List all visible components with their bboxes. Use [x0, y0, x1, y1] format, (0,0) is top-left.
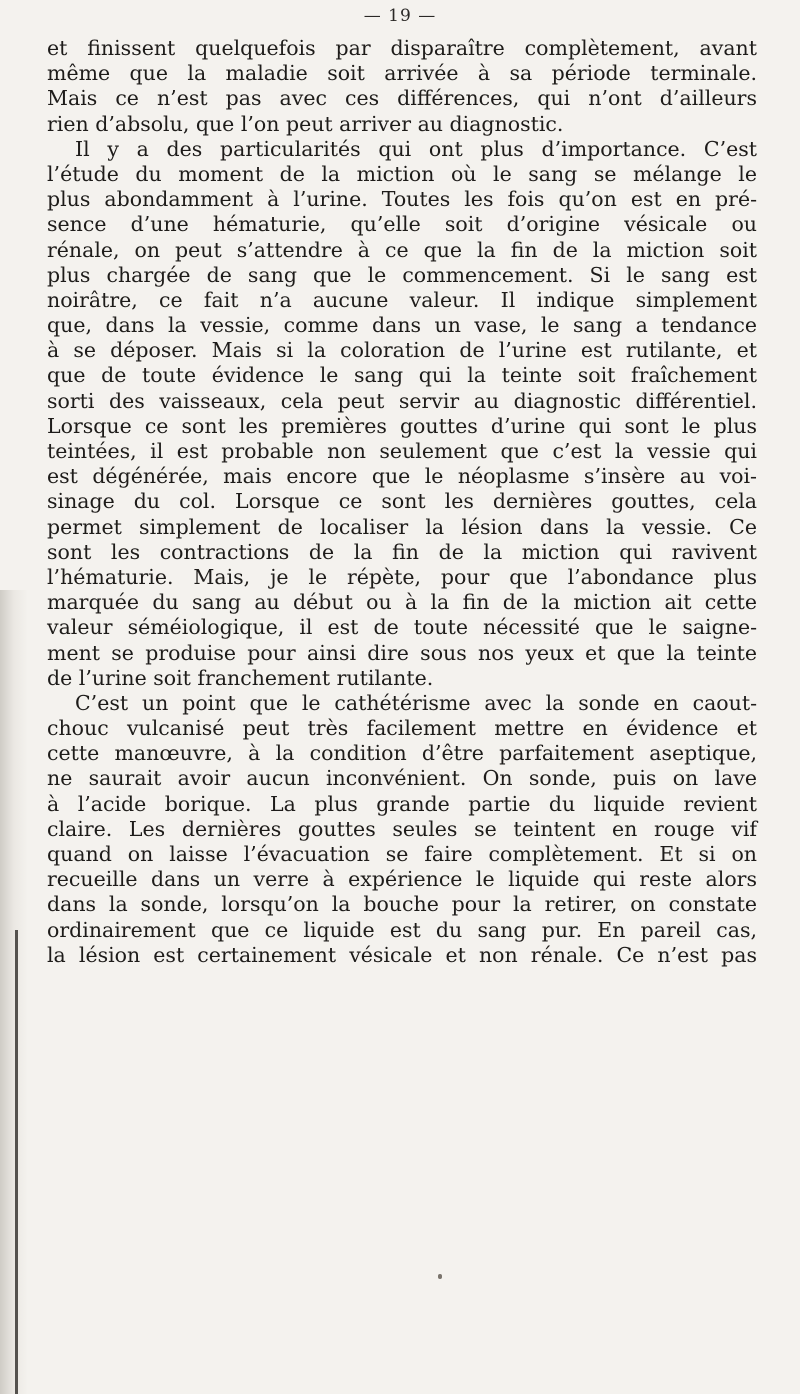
text-line: à se déposer. Mais si la coloration de l’urine est rutilante, et [47, 338, 757, 363]
paragraph-start-line: C’est un point que le cathétérisme avec la sonde en caout- [75, 690, 757, 715]
text-line: l’hématurie. Mais, je le répète, pour que l’abondance plus [47, 564, 757, 589]
text-line: que de toute évidence le sang qui la teinte soit fraîchement [47, 363, 757, 388]
text-line: rénale, on peut s’attendre à ce que la fin de la miction soit [47, 237, 757, 262]
text-line: marquée du sang au début ou à la fin de la miction ait cette [47, 590, 757, 615]
text-line: ment se produise pour ainsi dire sous nos yeux et que la teinte [47, 640, 757, 665]
page-gutter-shadow [0, 590, 28, 1394]
text-line: plus abondamment à l’urine. Toutes les fois qu’on est en pré- [47, 187, 757, 212]
text-line: est dégénérée, mais encore que le néoplasme s’insère au voi- [47, 464, 757, 489]
text-line: chouc vulcanisé peut très facilement mettre en évidence et [47, 716, 757, 741]
text-line: recueille dans un verre à expérience le liquide qui reste alors [47, 867, 757, 892]
text-line: de l’urine soit franchement rutilante. [47, 665, 434, 690]
text-line: teintées, il est probable non seulement que c’est la vessie qui [47, 439, 757, 463]
text-line: dans la sonde, lorsqu’on la bouche pour la retirer, on constate [47, 892, 757, 917]
text-line: ne saurait avoir aucun inconvénient. On sonde, puis on lave [47, 766, 757, 791]
text-line: claire. Les dernières gouttes seules se teintent en rouge vif [47, 816, 757, 841]
text-line: rien d’absolu, que l’on peut arriver au diagnostic. [47, 111, 564, 136]
paragraph-start-line: Il y a des particularités qui ont plus d’importance. C’est [75, 136, 757, 161]
ink-speck [438, 1274, 442, 1279]
text-line: valeur séméiologique, il est de toute nécessité que le saigne- [47, 615, 757, 640]
text-line: cette manœuvre, à la condition d’être parfaitement aseptique, [47, 741, 757, 766]
text-line: ordinairement que ce liquide est du sang pur. En pareil cas, [47, 917, 757, 942]
text-line: sorti des vaisseaux, cela peut servir au diagnostic différentiel. [47, 388, 757, 413]
text-line: la lésion est certainement vésicale et non rénale. Ce n’est pas [47, 942, 757, 967]
text-line: et finissent quelquefois par disparaître complètement, avant [47, 36, 757, 60]
text-line: que, dans la vessie, comme dans un vase, le sang a tendance [47, 313, 757, 338]
text-line: à l’acide borique. La plus grande partie du liquide revient [47, 791, 757, 816]
body-text [47, 36, 757, 968]
text-line: sont les contractions de la fin de la miction qui ravivent [47, 539, 757, 564]
text-line: quand on laisse l’évacuation se faire complètement. Et si on [47, 842, 757, 866]
page-number: — 19 — [363, 6, 437, 26]
text-line: Mais ce n’est pas avec ces différences, qui n’ont d’ailleurs [47, 86, 757, 111]
text-line: permet simplement de localiser la lésion dans la vessie. Ce [47, 514, 757, 539]
text-line: sence d’une hématurie, qu’elle soit d’origine vésicale ou [47, 212, 757, 237]
text-line: Lorsque ce sont les premières gouttes d’urine qui sont le plus [47, 413, 757, 438]
text-line: même que la maladie soit arrivée à sa période terminale. [47, 61, 757, 86]
binding-edge [15, 930, 18, 1394]
text-line: sinage du col. Lorsque ce sont les dernières gouttes, cela [47, 489, 757, 514]
text-line: l’étude du moment de la miction où le sang se mélange le [47, 161, 757, 186]
text-line: noirâtre, ce fait n’a aucune valeur. Il indique simplement [47, 287, 757, 312]
text-line: plus chargée de sang que le commencement. Si le sang est [47, 262, 757, 287]
